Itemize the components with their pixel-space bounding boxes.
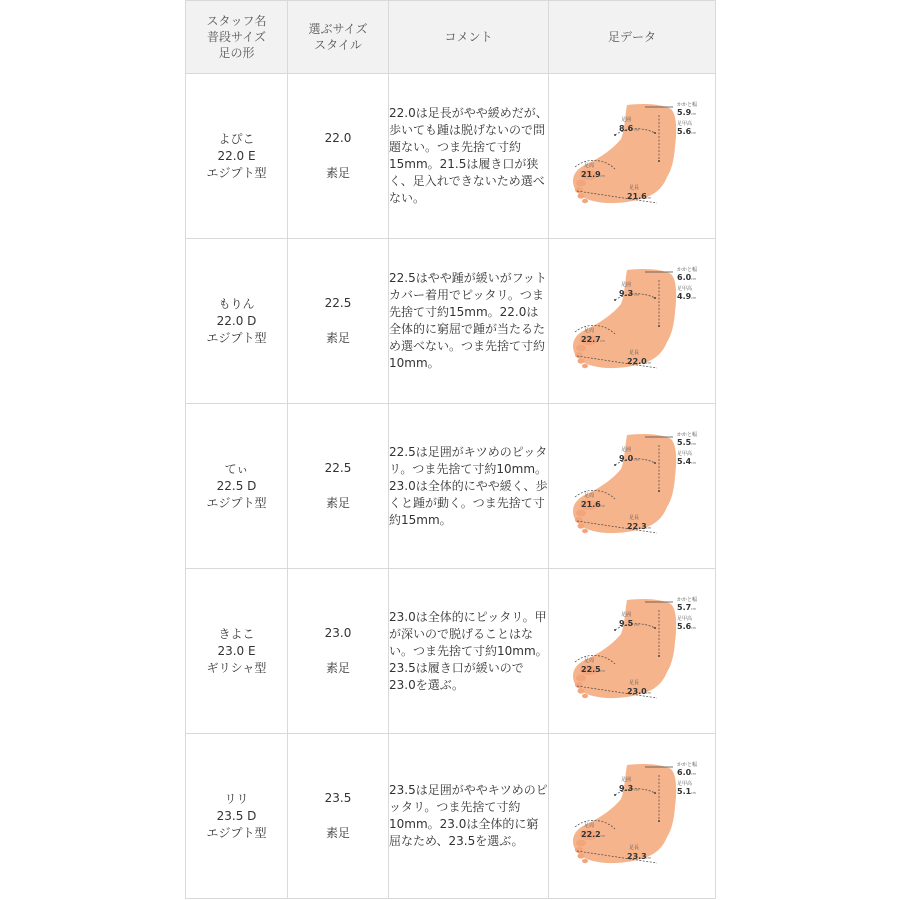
staff-usual-size: 22.5 D [216, 478, 257, 493]
staff-cell [186, 239, 288, 404]
value-heel-width: 5.5 [677, 438, 692, 447]
toe-5 [582, 199, 588, 203]
marker-2 [654, 792, 656, 794]
value-length: 23.0 [627, 687, 647, 696]
label-heel-width: かかと幅 [677, 432, 698, 438]
label-length: 足長 [629, 845, 640, 851]
toe-3 [575, 187, 583, 193]
staff-usual-size: 22.0 D [216, 313, 257, 328]
table-row [186, 569, 716, 734]
label-instep: 足甲高 [677, 781, 693, 787]
toe-4 [578, 688, 585, 693]
style-value: 素足 [325, 496, 350, 510]
toe-4 [578, 193, 585, 198]
comment-cell: 22.5はやや踵が緩いがフットカバー着用でピッタリ。つま先捨て寸約15mm。22.0は全体的に窮屈で踵が当たるため選べない。つま先捨て寸約10mm。 [389, 239, 549, 404]
unit-circumference: cm [600, 339, 606, 343]
value-girth: 9.0 [619, 454, 634, 463]
value-circumference: 21.6 [581, 500, 601, 509]
marker-3 [658, 325, 660, 327]
staff-foot-shape: エジプト型 [206, 330, 267, 345]
marker-1 [614, 464, 616, 466]
value-length: 22.0 [627, 357, 647, 366]
chosen-size: 23.5 [324, 791, 352, 805]
foot-data-cell [549, 239, 716, 404]
value-heel-width: 6.0 [677, 768, 692, 777]
unit-girth: cm [634, 623, 640, 627]
value-instep: 5.4 [677, 457, 692, 466]
unit-circumference: cm [600, 174, 606, 178]
chosen-size: 22.5 [324, 296, 352, 310]
unit-heel-width: cm [691, 772, 697, 776]
foot-data-cell [549, 569, 716, 734]
foot-data-cell [549, 734, 716, 899]
header-staff [186, 1, 288, 74]
value-circumference: 22.7 [581, 335, 601, 344]
value-instep: 5.6 [677, 622, 692, 631]
unit-instep: cm [691, 296, 697, 300]
value-length: 22.3 [627, 522, 647, 531]
toe-2 [576, 510, 586, 517]
marker-1 [614, 629, 616, 631]
toe-5 [582, 694, 588, 698]
label-length: 足長 [629, 350, 640, 356]
label-length: 足長 [629, 515, 640, 521]
label-circumference: 足周 [584, 328, 595, 334]
unit-circumference: cm [600, 834, 606, 838]
toe-2 [576, 675, 586, 682]
label-length: 足長 [629, 680, 640, 686]
unit-instep: cm [691, 791, 697, 795]
unit-heel-width: cm [691, 277, 697, 281]
value-heel-width: 5.7 [677, 603, 692, 612]
comment-cell: 23.5は足囲がややキツめのピッタリ。つま先捨て寸約10mm。23.0は全体的に窮屈なため、23.5を選ぶ。 [389, 734, 549, 899]
header-staff-name: スタッフ名 [206, 14, 267, 28]
staff-name: よぴこ [218, 131, 255, 146]
staff-cell [186, 74, 288, 239]
marker-2 [654, 627, 656, 629]
label-heel-width: かかと幅 [677, 762, 698, 768]
table-row [186, 239, 716, 404]
toe-3 [575, 682, 583, 688]
foot-diagram [557, 431, 707, 541]
table-row [186, 74, 716, 239]
header-foot-shape: 足の形 [218, 46, 255, 60]
table-row [186, 404, 716, 569]
label-instep: 足甲高 [677, 451, 693, 457]
staff-foot-shape: エジプト型 [206, 495, 267, 510]
label-instep: 足甲高 [677, 616, 693, 622]
toe-4 [578, 358, 585, 363]
value-heel-width: 6.0 [677, 273, 692, 282]
toe-2 [576, 180, 586, 187]
toe-5 [582, 364, 588, 368]
foot-data-cell [549, 404, 716, 569]
label-heel-width: かかと幅 [677, 597, 698, 603]
unit-heel-width: cm [691, 442, 697, 446]
toe-4 [578, 853, 585, 858]
foot-data-cell [549, 74, 716, 239]
value-length: 21.6 [627, 192, 647, 201]
chosen-size: 22.5 [324, 461, 352, 475]
header-usual-size: 普段サイズ [206, 30, 267, 44]
size-cell [288, 239, 389, 404]
comment-cell: 23.0は全体的にピッタリ。甲が深いので脱げることはない。つま先捨て寸約10mm。23.5は履き口が緩いので23.0を選ぶ。 [389, 569, 549, 734]
toe-3 [575, 352, 583, 358]
unit-length: cm [646, 526, 652, 530]
value-instep: 5.6 [677, 127, 692, 136]
unit-girth: cm [634, 788, 640, 792]
unit-girth: cm [634, 293, 640, 297]
staff-foot-shape: ギリシャ型 [206, 660, 267, 675]
label-instep: 足甲高 [677, 121, 693, 127]
unit-instep: cm [691, 461, 697, 465]
unit-heel-width: cm [691, 607, 697, 611]
staff-cell [186, 569, 288, 734]
marker-2 [654, 297, 656, 299]
toe-5 [582, 529, 588, 533]
value-circumference: 22.5 [581, 665, 601, 674]
header-foot-data: 足データ [549, 1, 716, 74]
staff-usual-size: 22.0 E [217, 148, 256, 163]
size-cell [288, 734, 389, 899]
unit-instep: cm [691, 626, 697, 630]
staff-size-table [185, 0, 716, 899]
staff-cell [186, 734, 288, 899]
size-cell [288, 404, 389, 569]
unit-girth: cm [634, 458, 640, 462]
unit-girth: cm [634, 128, 640, 132]
staff-foot-shape: エジプト型 [206, 165, 267, 180]
staff-name: きよこ [218, 626, 255, 641]
toe-2 [576, 345, 586, 352]
label-circumference: 足周 [584, 493, 595, 499]
label-circumference: 足周 [584, 163, 595, 169]
unit-length: cm [646, 691, 652, 695]
unit-length: cm [646, 856, 652, 860]
table-header-row [186, 1, 716, 74]
style-value: 素足 [325, 166, 350, 180]
comment-cell: 22.5は足囲がキツめのピッタリ。つま先捨て寸約10mm。23.0は全体的にやや緩く、歩くと踵が動く。つま先捨て寸約15mm。 [389, 404, 549, 569]
value-girth: 9.5 [619, 619, 634, 628]
header-size [288, 1, 389, 74]
chosen-size: 23.0 [324, 626, 352, 640]
value-instep: 4.9 [677, 292, 692, 301]
value-circumference: 22.2 [581, 830, 601, 839]
toe-3 [575, 847, 583, 853]
marker-3 [658, 820, 660, 822]
toe-2 [576, 840, 586, 847]
value-girth: 9.3 [619, 784, 634, 793]
value-circumference: 21.9 [581, 170, 601, 179]
foot-diagram [557, 266, 707, 376]
staff-usual-size: 23.5 D [216, 808, 257, 823]
header-comment: コメント [389, 1, 549, 74]
label-heel-width: かかと幅 [677, 102, 698, 108]
chosen-size: 22.0 [324, 131, 352, 145]
label-length: 足長 [629, 185, 640, 191]
value-length: 23.3 [627, 852, 647, 861]
marker-2 [654, 462, 656, 464]
comment-cell: 22.0は足長がやや緩めだが、歩いても踵は脱げないので問題ない。つま先捨て寸約15mm。21.5は履き口が狭く、足入れできないため選べない。 [389, 74, 549, 239]
unit-length: cm [646, 196, 652, 200]
unit-circumference: cm [600, 504, 606, 508]
marker-3 [658, 490, 660, 492]
marker-3 [658, 160, 660, 162]
label-instep: 足甲高 [677, 286, 693, 292]
style-value: 素足 [325, 826, 350, 840]
unit-heel-width: cm [691, 112, 697, 116]
size-cell [288, 569, 389, 734]
marker-1 [614, 299, 616, 301]
style-value: 素足 [325, 331, 350, 345]
value-girth: 8.6 [619, 124, 634, 133]
toe-4 [578, 523, 585, 528]
size-cell [288, 74, 389, 239]
staff-name: てぃ [224, 461, 249, 476]
header-chosen-size: 選ぶサイズ [308, 22, 368, 36]
label-circumference: 足周 [584, 658, 595, 664]
value-instep: 5.1 [677, 787, 692, 796]
label-girth: 足囲 [621, 612, 632, 618]
style-value: 素足 [325, 661, 350, 675]
staff-name: もりん [218, 296, 255, 311]
marker-1 [614, 794, 616, 796]
staff-name: リリ [224, 791, 249, 806]
value-girth: 9.3 [619, 289, 634, 298]
marker-2 [654, 132, 656, 134]
label-circumference: 足周 [584, 823, 595, 829]
header-style: スタイル [314, 38, 362, 52]
staff-cell [186, 404, 288, 569]
toe-3 [575, 517, 583, 523]
table-row [186, 734, 716, 899]
foot-diagram [557, 761, 707, 871]
foot-diagram [557, 596, 707, 706]
staff-foot-shape: エジプト型 [206, 825, 267, 840]
label-girth: 足囲 [621, 117, 632, 123]
label-girth: 足囲 [621, 777, 632, 783]
marker-1 [614, 134, 616, 136]
toe-5 [582, 859, 588, 863]
label-heel-width: かかと幅 [677, 267, 698, 273]
unit-length: cm [646, 361, 652, 365]
foot-diagram [557, 101, 707, 211]
label-girth: 足囲 [621, 282, 632, 288]
label-girth: 足囲 [621, 447, 632, 453]
marker-3 [658, 655, 660, 657]
staff-usual-size: 23.0 E [217, 643, 256, 658]
value-heel-width: 5.9 [677, 108, 692, 117]
unit-instep: cm [691, 131, 697, 135]
unit-circumference: cm [600, 669, 606, 673]
